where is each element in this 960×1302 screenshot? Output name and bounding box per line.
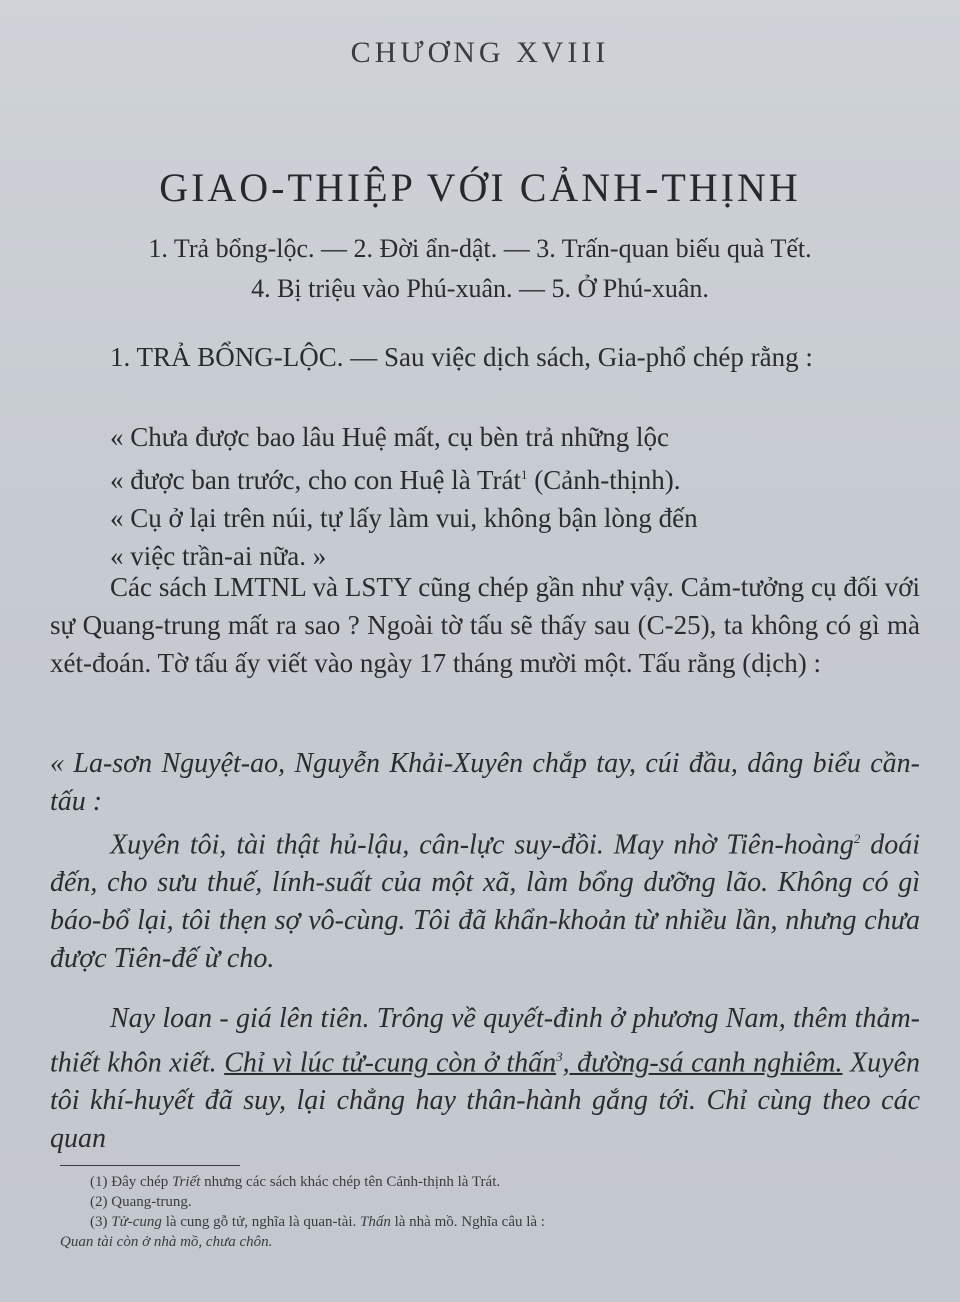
section-1-heading: 1. TRẢ BỔNG-LỘC. xyxy=(110,342,344,372)
letter-text: Xuyên tôi khí-huyết đã suy, lại chẳng hay thân-hành gắng tới. Chỉ cùng theo các quan xyxy=(50,1047,921,1155)
footnote-ref-3: 3 xyxy=(556,1049,563,1064)
paragraph-2: Các sách LMTNL và LSTY cũng chép gần như vậy. Cảm-tưởng cụ đối với sự Quang-trung mất ra sao ? Ngoài tờ tấu sẽ thấy sau (C-25), ta không có gì mà xét-đoán. Tờ tấu ấy viết vào ngày 17 tháng mười một. Tấu rằng (dịch) : xyxy=(50,572,920,678)
quote-line: « Cụ ở lại trên núi, tự lấy làm vui, không bận lòng đến xyxy=(110,503,698,533)
letter-text: doái đến, cho sưu thuế, lính-suất của một xã, làm bổng dưỡng lão. Không có gì báo-bổ lại, tôi thẹn sợ vô-cùng. Tôi đã khẩn-khoản từ nhiều lần, nhưng chưa được Tiên-đế ừ cho. xyxy=(50,829,920,975)
genealogy-quote xyxy=(110,418,920,575)
footnote-text: (1) Đây chép xyxy=(90,1174,173,1190)
footnote-3 xyxy=(60,1212,880,1232)
footnote-italic: Triết xyxy=(172,1174,201,1190)
footnote-2: (2) Quang-trung. xyxy=(90,1194,192,1210)
footnote-ref-1: 1 xyxy=(521,467,528,482)
section-1-text: — Sau việc dịch sách, Gia-phổ chép rằng : xyxy=(343,342,813,372)
footnote-italic: Thấn xyxy=(360,1214,391,1230)
quote-line xyxy=(110,456,920,499)
letter-text: Nay loan - giá lên tiên. Trông về quyết-đinh ở phương Nam, thêm thảm-thiết khôn xiết. xyxy=(50,1003,920,1079)
footnote-ref-2: 2 xyxy=(853,831,861,846)
footnote-text: (3) xyxy=(90,1214,112,1230)
letter-opening: « La-sơn Nguyệt-ao, Nguyễn Khải-Xuyên chắp tay, cúi đầu, dâng biểu cần-tấu : xyxy=(50,748,920,817)
letter-paragraph-2 xyxy=(50,1000,920,1158)
footnote-1 xyxy=(60,1172,880,1192)
footnote-3-continued: Quan tài còn ở nhà mồ, chưa chôn. xyxy=(60,1234,273,1250)
footnote-text: là nhà mồ. Nghĩa câu là : xyxy=(390,1214,545,1230)
quote-text: « được ban trước, cho con Huệ là Trát xyxy=(110,465,521,495)
quote-line: « việc trần-ai nữa. » xyxy=(110,541,327,571)
section-1-paragraph xyxy=(50,338,920,376)
underlined-text: , đường-sá canh nghiêm. xyxy=(562,1047,843,1079)
toc-line-1: 1. Trả bổng-lộc. — 2. Đời ẩn-dật. — 3. Trấn-quan biếu quà Tết. xyxy=(148,234,812,263)
quote-text: (Cảnh-thịnh). xyxy=(527,465,681,495)
footnote-text: nhưng các sách khác chép tên Cảnh-thịnh là Trát. xyxy=(200,1174,501,1190)
underlined-text: Chỉ vì lúc tử-cung còn ở thấn xyxy=(224,1047,557,1079)
toc-line-2: 4. Bị triệu vào Phú-xuân. — 5. Ở Phú-xuân. xyxy=(251,274,709,303)
chapter-heading: CHƯƠNG XVIII xyxy=(350,36,610,69)
letter-text: Xuyên tôi, tài thật hủ-lậu, cân-lực suy-đồi. May nhờ Tiên-hoàng xyxy=(110,829,854,861)
quote-line: « Chưa được bao lâu Huệ mất, cụ bèn trả những lộc xyxy=(110,422,670,452)
footnote-divider xyxy=(60,1165,240,1166)
chapter-title: GIAO-THIỆP VỚI CẢNH-THỊNH xyxy=(159,165,801,210)
letter-paragraph-1 xyxy=(50,820,920,978)
footnote-text: là cung gỗ tử, nghĩa là quan-tài. xyxy=(161,1214,361,1230)
footnotes xyxy=(60,1172,880,1252)
footnote-italic: Tử-cung xyxy=(111,1214,162,1230)
